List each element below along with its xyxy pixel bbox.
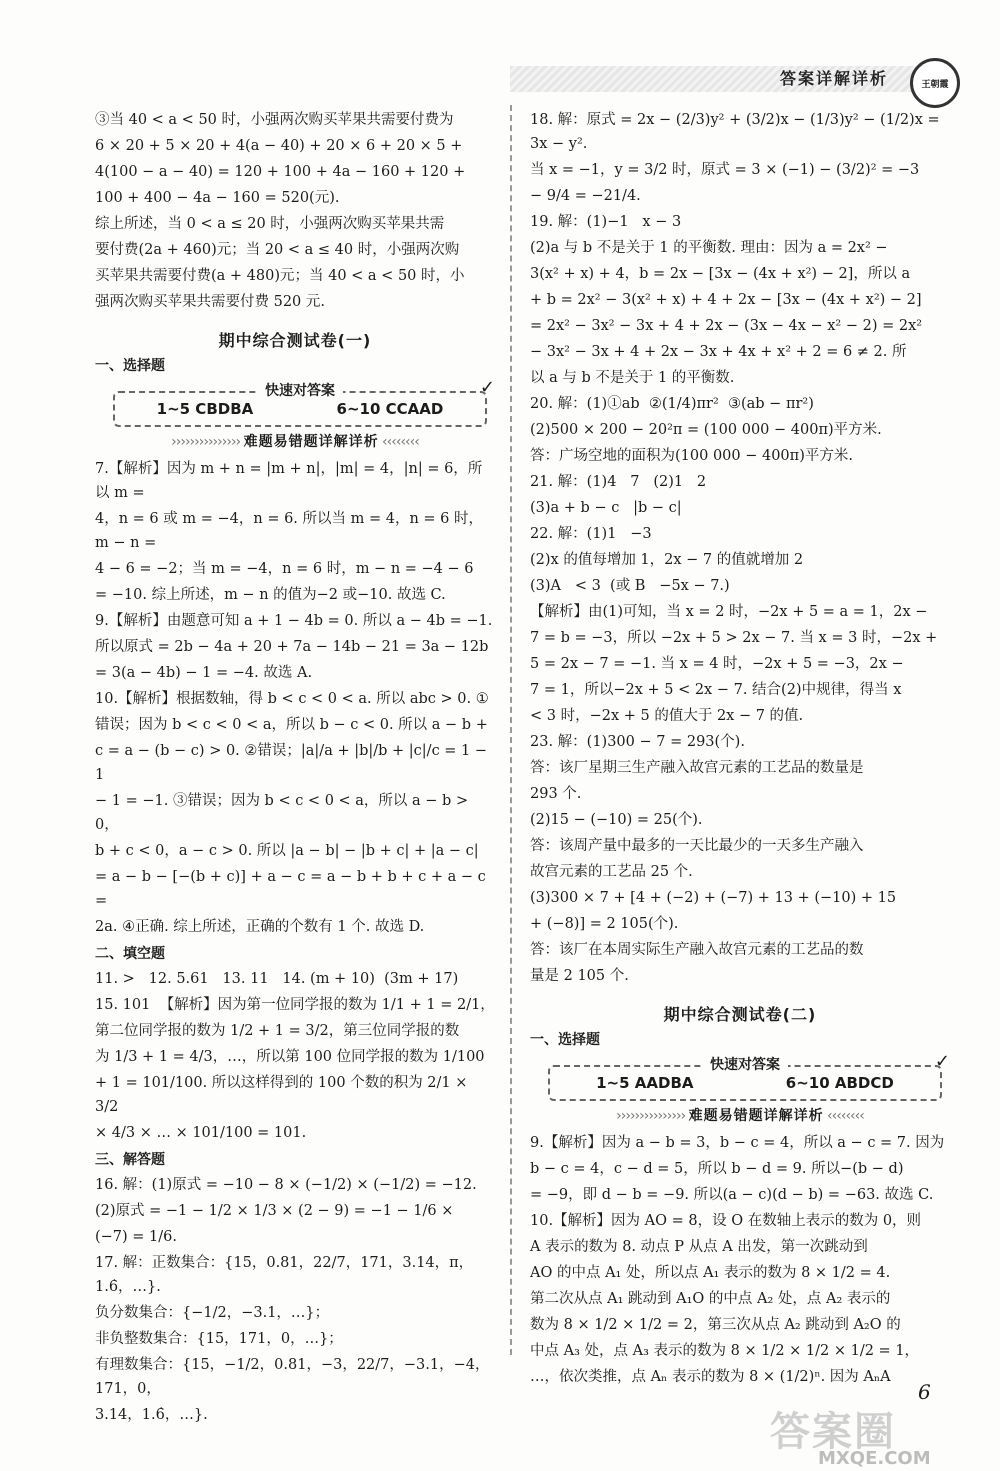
quick-answer-6-10-2: 6~10 ABDCD: [785, 1074, 894, 1092]
text-line: 买苹果共需要付费(a + 480)元；当 40 < a < 50 时，小: [95, 268, 465, 284]
text-line: (3)300 × 7 + [4 + (−2) + (−7) + 13 + (−10) + 15: [530, 890, 897, 906]
text-line: 9.【解析】由题意可知 a + 1 − 4b = 0. 所以 a − 4b = −1.: [95, 613, 493, 629]
text-line: 答：广场空地的面积为(100 000 − 400π)平方米.: [530, 448, 853, 464]
text-line: 100 + 400 − 4a − 160 = 520(元).: [95, 190, 340, 206]
text-line: (2)x 的值每增加 1，2x − 7 的值就增加 2: [530, 552, 804, 568]
quick-answer-6-10: 6~10 CCAAD: [336, 400, 444, 418]
arrow-decoration-icon: ‹‹‹‹‹‹‹‹: [823, 1108, 864, 1124]
part-fill-heading: 二、填空题: [95, 946, 165, 962]
text-line: 15. 101 【解析】因为第一位同学报的数为 1/1 + 1 = 2/1，: [95, 997, 495, 1013]
text-line: 负分数集合：{−1/2，−3.1，…}；: [95, 1305, 330, 1321]
text-line: 错误；因为 b < c < 0 < a，所以 b − c < 0. 所以 a − b +: [95, 717, 488, 733]
text-line: 3(x² + x) + 4，b = 2x − [3x − (4x + x²) − 2]，所以 a: [530, 266, 911, 282]
right-column: [530, 108, 950, 1391]
text-line: 所以原式 = 2b − 4a + 20 + 7a − 14b − 21 = 3a − 12b: [95, 639, 489, 655]
text-line: = 2x² − 3x² − 3x + 4 + 2x − (3x − 4x − x² − 2) = 2x²: [530, 318, 923, 334]
text-line: 答：该周产量中最多的一天比最少的一天多生产融入: [530, 838, 864, 854]
intro-block: [95, 108, 495, 314]
analysis-block: [95, 457, 495, 939]
page-number: 6: [918, 1380, 931, 1404]
check-icon: ✓: [934, 1051, 950, 1072]
text-line: − 3x² − 3x + 4 + 2x − 3x + 4x + x² + 2 = 6 ≠ 2. 所: [530, 344, 907, 360]
watermark-url: MXQE.COM: [818, 1448, 931, 1469]
text-line: 量是 2 105 个.: [530, 968, 629, 984]
text-line: c = a − (b − c) > 0. ②错误；|a|/a + |b|/b + |c|/c = 1 − 1: [95, 743, 492, 783]
text-line: 4 − 6 = −2；当 m = −4，n = 6 时，m − n = −4 − 6: [95, 561, 474, 577]
text-line: 3.14，1.6̇，…}.: [95, 1407, 208, 1423]
text-line: 答：该厂在本周实际生产融入故宫元素的工艺品的数: [530, 942, 864, 958]
text-line: 7.【解析】因为 m + n = |m + n|，|m| = 4，|n| = 6，所以 m =: [95, 461, 483, 501]
text-line: 16. 解：(1)原式 = −10 − 8 × (−1/2) × (−1/2) = −12.: [95, 1177, 477, 1193]
text-line: 当 x = −1，y = 3/2 时，原式 = 3 × (−1) − (3/2)² = −3: [530, 162, 920, 178]
text-line: + b = 2x² − 3(x² + x) + 4 + 2x − [3x − (4x + x²) − 2]: [530, 292, 922, 308]
section-title-exam-1: 期中综合测试卷(一): [218, 331, 372, 350]
brand-logo: 王朝霞: [910, 58, 960, 108]
text-line: (2)15 − (−10) = 25(个).: [530, 812, 703, 828]
text-line: 【解析】由(1)可知，当 x = 2 时，−2x + 5 = a = 1，2x −: [530, 604, 928, 620]
text-line: = a − b − [−(b + c)] + a − c = a − b + b + c + a − c =: [95, 869, 491, 909]
quick-answer-box: [113, 377, 495, 427]
arrow-decoration-icon: ›››››››››››››››: [171, 434, 244, 450]
text-line: b + c < 0，a − c > 0. 所以 |a − b| − |b + c| + |a − c|: [95, 843, 479, 859]
text-line: 11. > 12. 5.61 13. 11 14. (m + 10) (3m + 17): [95, 971, 459, 987]
text-line: 4(100 − a − 40) = 120 + 100 + 4a − 160 + 120 +: [95, 164, 466, 180]
text-line: 10.【解析】根据数轴，得 b < c < 0 < a. 所以 abc > 0. ①: [95, 691, 489, 707]
text-line: × 4/3 × … × 101/100 = 101.: [95, 1125, 307, 1141]
text-line: 第二位同学报的数为 1/2 + 1 = 3/2，第三位同学报的数: [95, 1023, 460, 1039]
text-line: − 1 = −1. ③错误；因为 b < c < 0 < a，所以 a − b > 0，: [95, 793, 473, 833]
text-line: 有理数集合：{15，−1/2，0.81，−3，22/7，−3.1，−4，171，0，: [95, 1357, 490, 1397]
arrow-decoration-icon: ‹‹‹‹‹‹‹‹: [378, 434, 419, 450]
column-divider: [510, 105, 512, 1355]
arrow-decoration-icon: ›››››››››››››››: [616, 1108, 689, 1124]
left-column: [95, 108, 495, 1429]
text-line: 20. 解：(1)①ab ②(1/4)πr² ③(ab − πr²): [530, 396, 814, 412]
text-line: − 9/4 = −21/4.: [530, 188, 641, 204]
text-line: ③当 40 < a < 50 时，小强两次购买苹果共需要付费为: [95, 112, 454, 128]
text-line: AO 的中点 A₁ 处，所以点 A₁ 表示的数为 8 × 1/2 = 4.: [530, 1265, 891, 1281]
text-line: 故宫元素的工艺品 25 个.: [530, 864, 693, 880]
text-line: 中点 A₃ 处，点 A₃ 表示的数为 8 × 1/2 × 1/2 × 1/2 = 1，: [530, 1343, 920, 1359]
text-line: 5 = 2x − 7 = −1. 当 x = 4 时，−2x + 5 = −3，2x −: [530, 656, 904, 672]
text-line: = −10. 综上所述，m − n 的值为−2 或−10. 故选 C.: [95, 587, 446, 603]
text-line: (3)A < 3 (或 B −5x − 7.): [530, 578, 730, 594]
quick-answer-1-5-2: 1~5 AADBA: [596, 1074, 694, 1092]
text-line: < 3 时，−2x + 5 的值大于 2x − 7 的值.: [530, 708, 804, 724]
watermark: 答案圈: [770, 1409, 896, 1455]
answer-block: [95, 1173, 495, 1427]
text-line: 第二次从点 A₁ 跳动到 A₁O 的中点 A₂ 处，点 A₂ 表示的: [530, 1291, 891, 1307]
text-line: 答：该厂星期三生产融入故宫元素的工艺品的数量是: [530, 760, 864, 776]
text-line: 293 个.: [530, 786, 582, 802]
check-icon: ✓: [479, 377, 495, 398]
solutions-block: [530, 108, 950, 988]
text-line: (2)a 与 b 不是关于 1 的平衡数. 理由：因为 a = 2x² −: [530, 240, 888, 256]
text-line: 19. 解：(1)−1 x − 3: [530, 214, 682, 230]
text-line: = −9，即 d − b = −9. 所以(a − c)(d − b) = −63. 故选 C.: [530, 1187, 934, 1203]
text-line: 18. 解：原式 = 2x − (2/3)y² + (3/2)x − (1/3)y² − (1/2)x = 3x − y².: [530, 112, 945, 152]
analysis-block-2: [530, 1131, 950, 1389]
text-line: 综上所述，当 0 < a ≤ 20 时，小强两次购买苹果共需: [95, 216, 445, 232]
quick-answer-box-2: [548, 1051, 950, 1101]
text-line: 要付费(2a + 460)元；当 20 < a ≤ 40 时，小强两次购: [95, 242, 460, 258]
text-line: (3)a + b − c |b − c|: [530, 500, 682, 516]
text-line: (−7) = 1/6.: [95, 1229, 178, 1245]
part-choice-heading-2: 一、选择题: [530, 1032, 600, 1048]
text-line: b − c = 4，c − d = 5，所以 b − d = 9. 所以−(b − d): [530, 1161, 904, 1177]
quick-answer-label-2: 快速对答案: [702, 1054, 788, 1074]
quick-answer-1-5: 1~5 CBDBA: [156, 400, 254, 418]
text-line: 2a. ④正确. 综上所述，正确的个数有 1 个. 故选 D.: [95, 919, 425, 935]
text-line: = 3(a − 4b) − 1 = −4. 故选 A.: [95, 665, 313, 681]
detail-title: ››››››››››››››› 难题易错题详解详析 ‹‹‹‹‹‹‹‹: [171, 434, 419, 450]
text-line: …，依次类推，点 Aₙ 表示的数为 8 × (1/2)ⁿ. 因为 AₙA: [530, 1369, 891, 1385]
text-line: 10.【解析】因为 AO = 8，设 O 在数轴上表示的数为 0，则: [530, 1213, 922, 1229]
text-line: 数为 8 × 1/2 × 1/2 = 2，第三次从点 A₂ 跳动到 A₂O 的: [530, 1317, 901, 1333]
text-line: + 1 = 101/100. 所以这样得到的 100 个数的积为 2/1 × 3/2: [95, 1075, 473, 1115]
header-title: 答案详解详析: [780, 69, 889, 88]
text-line: 23. 解：(1)300 − 7 = 293(个).: [530, 734, 745, 750]
part-choice-heading: 一、选择题: [95, 358, 165, 374]
section-title-exam-2: 期中综合测试卷(二): [663, 1005, 817, 1024]
text-line: 非负整数集合：{15，171，0，…}；: [95, 1331, 343, 1347]
text-line: 22. 解：(1)1 −3: [530, 526, 652, 542]
text-line: 为 1/3 + 1 = 4/3，…，所以第 100 位同学报的数为 1/100: [95, 1049, 485, 1065]
quick-answer-label: 快速对答案: [257, 380, 343, 400]
text-line: + (−8)] = 2 105(个).: [530, 916, 679, 932]
fill-block: [95, 967, 495, 1145]
text-line: 以 a 与 b 不是关于 1 的平衡数.: [530, 370, 735, 386]
text-line: 21. 解：(1)4 7 (2)1 2: [530, 474, 707, 490]
text-line: 4，n = 6 或 m = −4，n = 6. 所以当 m = 4，n = 6 时，m − n =: [95, 511, 484, 551]
text-line: 9.【解析】因为 a − b = 3，b − c = 4，所以 a − c = 7. 因为: [530, 1135, 945, 1151]
text-line: 17. 解：正数集合：{15，0.81，22/7，171，3.14，π，1.6̇，…}.: [95, 1255, 474, 1295]
text-line: 7 = b = −3，所以 −2x + 5 > 2x − 7. 当 x = 3 时，−2x +: [530, 630, 938, 646]
text-line: A 表示的数为 8. 动点 P 从点 A 出发，第一次跳动到: [530, 1239, 868, 1255]
detail-title-2: ››››››››››››››› 难题易错题详解详析 ‹‹‹‹‹‹‹‹: [616, 1108, 864, 1124]
text-line: (2)500 × 200 − 20²π = (100 000 − 400π)平方米.: [530, 422, 882, 438]
text-line: 6 × 20 + 5 × 20 + 4(a − 40) + 20 × 6 + 20 × 5 +: [95, 138, 463, 154]
text-line: 7 = 1，所以−2x + 5 < 2x − 7. 结合(2)中规律，得当 x: [530, 682, 902, 698]
text-line: 强两次购买苹果共需要付费 520 元.: [95, 294, 326, 310]
part-answer-heading: 三、解答题: [95, 1152, 165, 1168]
text-line: (2)原式 = −1 − 1/2 × 1/3 × (2 − 9) = −1 − 1/6 ×: [95, 1203, 454, 1219]
